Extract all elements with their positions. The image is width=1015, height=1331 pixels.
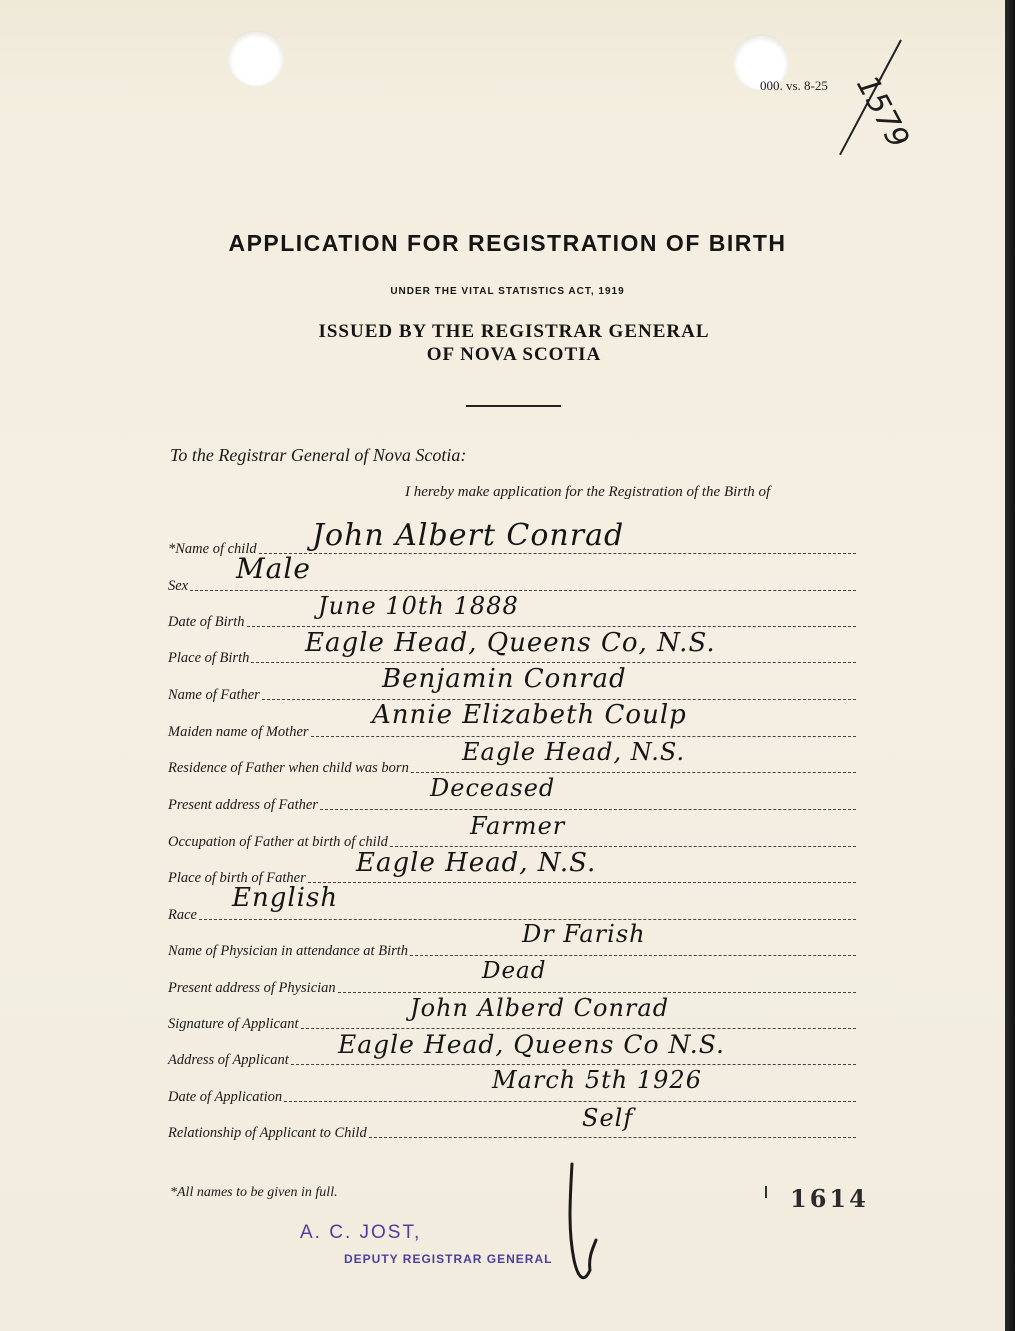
handwritten-value: Farmer [470, 812, 566, 840]
dotted-leader [410, 955, 856, 956]
field-label: Race [168, 907, 197, 923]
footnote: *All names to be given in full. [170, 1185, 338, 1200]
handwritten-value: John Albert Conrad [312, 518, 625, 553]
field-label: Relationship of Applicant to Child [168, 1125, 367, 1141]
field-label: Maiden name of Mother [168, 724, 309, 740]
handwritten-pen-stroke [560, 1160, 600, 1290]
punch-hole-left [228, 30, 284, 86]
salutation: To the Registrar General of Nova Scotia: [170, 445, 467, 465]
handwritten-value: June 10th 1888 [318, 592, 519, 620]
handwritten-value: English [232, 883, 339, 913]
issuer-line-1: ISSUED BY THE REGISTRAR GENERAL [318, 321, 710, 342]
dotted-leader [190, 590, 856, 591]
handwritten-value: Eagle Head, N.S. [356, 848, 597, 878]
field-label: Residence of Father when child was born [168, 760, 409, 776]
handwritten-signature: John Alberd Conrad [410, 994, 670, 1022]
dotted-leader [291, 1064, 856, 1065]
handwritten-value: March 5th 1926 [492, 1066, 702, 1094]
handwritten-value: Eagle Head, N.S. [462, 738, 686, 766]
handwritten-value: Deceased [430, 774, 556, 802]
field-relationship-of-applicant [168, 1117, 856, 1143]
dotted-leader [390, 846, 856, 847]
dotted-leader [251, 662, 856, 663]
dotted-leader [338, 992, 856, 993]
field-label: Sex [168, 578, 189, 594]
handwritten-value: Eagle Head, Queens Co N.S. [338, 1030, 725, 1059]
field-label: Place of Birth [168, 650, 250, 666]
handwritten-value: Male [236, 552, 311, 585]
field-label: Place of birth of Father [168, 870, 306, 886]
form-title: APPLICATION FOR REGISTRATION OF BIRTH [228, 230, 787, 256]
handwritten-value: Dr Farish [522, 920, 646, 948]
serial-tick-mark [765, 1186, 767, 1198]
field-label: Present address of Physician [168, 980, 336, 996]
field-label: Occupation of Father at birth of child [168, 834, 388, 850]
intro-statement: I hereby make application for the Registration of the Birth of [405, 484, 771, 500]
issuer-block [0, 320, 1005, 366]
dotted-leader [311, 736, 856, 737]
field-label: Name of Physician in attendance at Birth [168, 943, 409, 959]
title-divider [466, 405, 561, 407]
dotted-leader [320, 809, 856, 810]
dotted-leader [301, 1028, 857, 1029]
field-label: Address of Applicant [168, 1052, 289, 1068]
form-subtitle: UNDER THE VITAL STATISTICS ACT, 1919 [390, 286, 625, 297]
handwritten-value: Dead [482, 958, 547, 984]
handwritten-value: Benjamin Conrad [382, 664, 627, 694]
form-code: 000. vs. 8-25 [760, 78, 828, 93]
field-label: Date of Birth [168, 614, 245, 630]
field-label: Date of Application [168, 1089, 283, 1105]
field-label: *Name of child [168, 541, 257, 557]
dotted-leader [411, 772, 856, 773]
handwritten-value: Eagle Head, Queens Co, N.S. [305, 628, 716, 658]
dotted-leader [259, 553, 856, 554]
stamp-name: A. C. JOST, [300, 1222, 422, 1243]
dotted-leader [284, 1101, 856, 1102]
field-label: Present address of Father [168, 797, 318, 813]
serial-number: 1614 [790, 1184, 869, 1213]
handwritten-value: Self [582, 1104, 634, 1132]
dotted-leader [369, 1137, 856, 1138]
dotted-leader [247, 626, 856, 627]
stamp-title: DEPUTY REGISTRAR GENERAL [344, 1252, 553, 1266]
scan-edge [1005, 0, 1015, 1331]
issuer-line-2: OF NOVA SCOTIA [426, 344, 602, 365]
field-label: Signature of Applicant [168, 1016, 299, 1032]
handwritten-reference-number: 1579 [849, 70, 916, 154]
dotted-leader [308, 882, 856, 883]
field-label: Name of Father [168, 687, 260, 703]
handwritten-value: Annie Elizabeth Coulp [372, 700, 687, 730]
